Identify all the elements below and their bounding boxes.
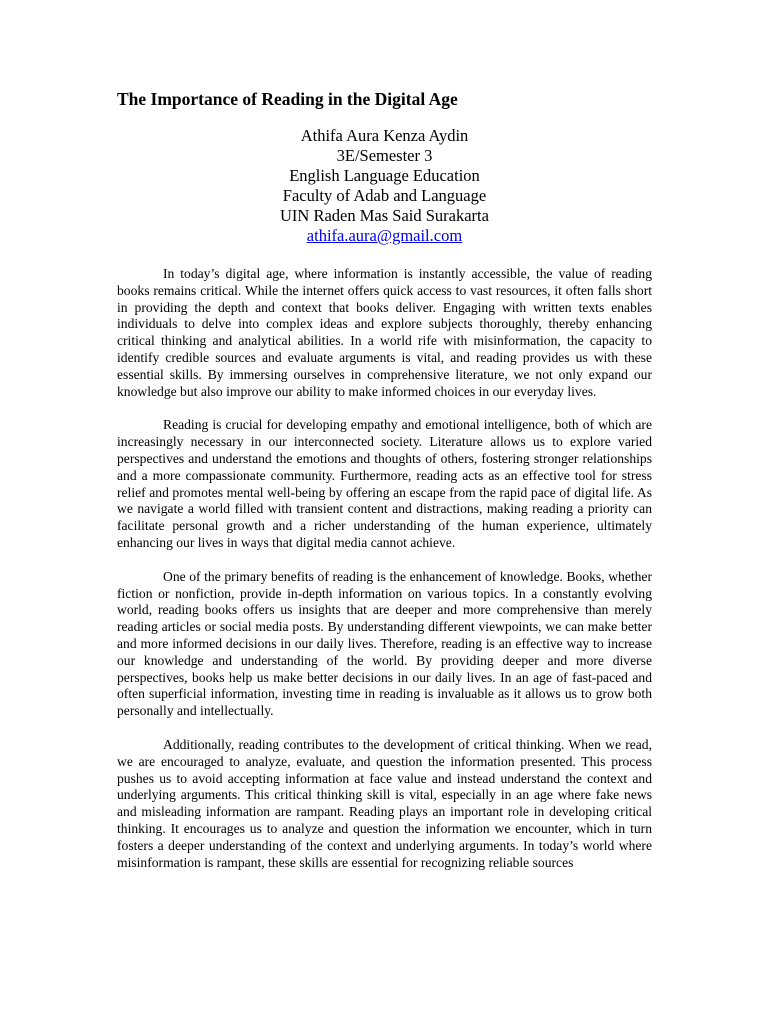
author-class: 3E/Semester 3 <box>336 146 433 165</box>
author-faculty: Faculty of Adab and Language <box>282 186 487 205</box>
document-page <box>117 88 652 888</box>
author-email-link[interactable]: athifa.aura@gmail.com <box>306 226 463 245</box>
body-text <box>117 266 652 871</box>
author-program: English Language Education <box>289 166 480 185</box>
paragraph-1: In today’s digital age, where information is instantly accessible, the value of reading books remains critical. While the internet offers quick access to vast resources, it often falls short in providing the depth and context that books deliver. Engaging with written texts enables individuals to delve into complex ideas and explore subjects thoroughly, thereby enhancing critical thinking and analytical abilities. In a world rife with misinformation, the capacity to identify credible sources and evaluate arguments is vital, and reading provides us with these essential skills. By immersing ourselves in comprehensive literature, we not only expand our knowledge but also improve our ability to make informed choices in our everyday lives. <box>117 266 652 399</box>
author-block <box>117 126 652 246</box>
paragraph-3: One of the primary benefits of reading is the enhancement of knowledge. Books, whether fiction or nonfiction, provide in-depth information on various topics. In a constantly evolving world, reading books offers us insights that are deeper and more comprehensive than merely reading articles or social media posts. By understanding different viewpoints, we can make better and more informed decisions in our daily lives. Therefore, reading is an effective way to increase our knowledge and understanding of the world. By providing deeper and more diverse perspectives, books help us make better decisions in our daily lives. In an age of fast-paced and often superficial information, investing time in reading is invaluable as it allows us to grow both personally and intellectually. <box>117 568 652 719</box>
paragraph-2: Reading is crucial for developing empathy and emotional intelligence, both of which are increasingly necessary in our interconnected society. Literature allows us to explore varied perspectives and understand the emotions and thoughts of others, fostering stronger relationships and a more compassionate community. Furthermore, reading acts as an effective tool for stress relief and promotes mental well-being by offering an escape from the rapid pace of digital life. As we navigate a world filled with transient content and distractions, making reading a priority can facilitate personal growth and a richer understanding of the human experience, ultimately enhancing our lives in ways that digital media cannot achieve. <box>117 417 652 550</box>
author-university: UIN Raden Mas Said Surakarta <box>280 206 489 225</box>
paragraph-4: Additionally, reading contributes to the development of critical thinking. When we read, we are encouraged to analyze, evaluate, and question the information presented. This process pushes us to avoid accepting information at face value and instead understand the context and underlying arguments. This critical thinking skill is vital, especially in an age where fake news and misleading information are rampant. Reading plays an important role in developing critical thinking. It encourages us to analyze and question the information we encounter, which in turn fosters a deeper understanding of the context and underlying arguments. In today’s world where misinformation is rampant, these skills are essential for recognizing reliable sources <box>117 736 652 870</box>
author-name: Athifa Aura Kenza Aydin <box>300 126 469 145</box>
document-title: The Importance of Reading in the Digital Age <box>117 89 458 109</box>
